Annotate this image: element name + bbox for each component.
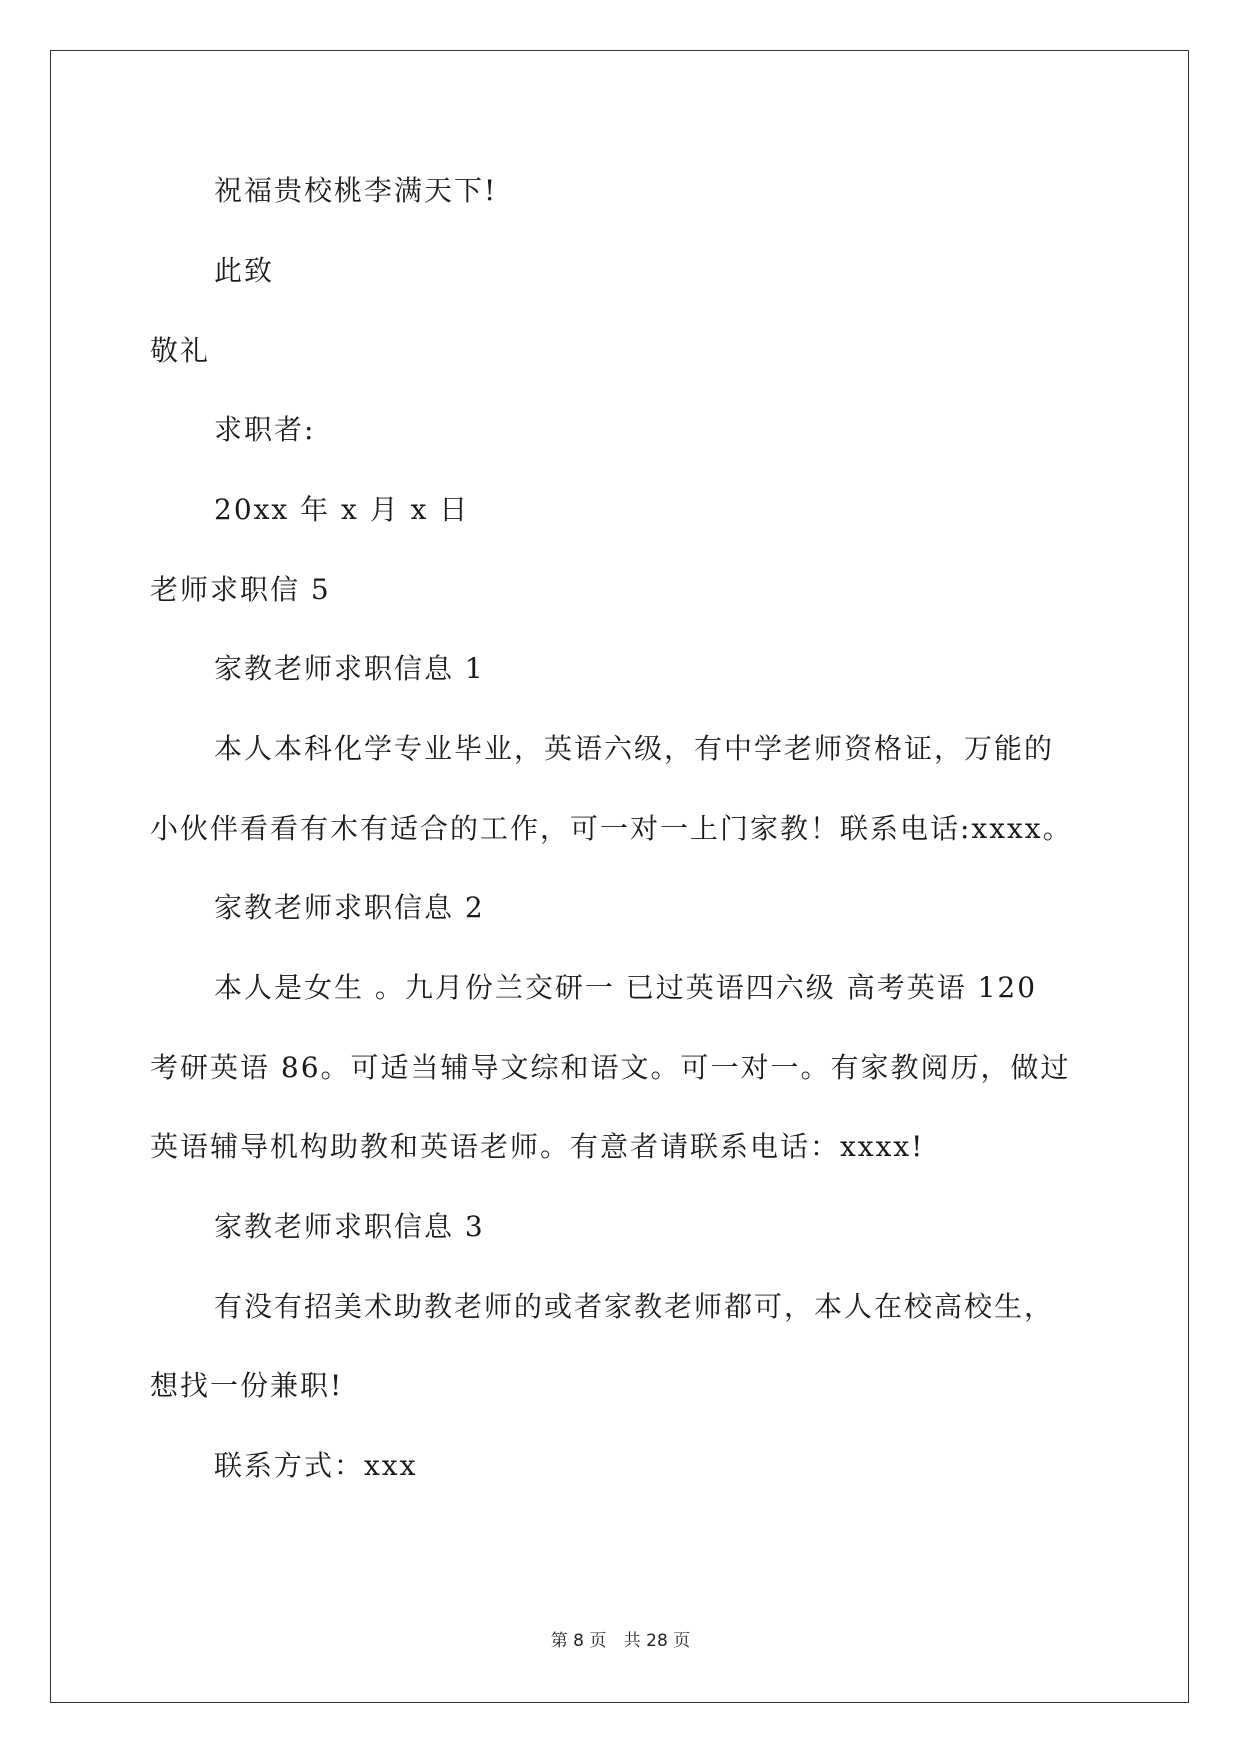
page-total: 共 28 页	[623, 1631, 691, 1651]
info-2-paragraph-line: 考研英语 86。可适当辅导文综和语文。可一对一。有家教阅历，做过	[150, 1051, 1071, 1084]
info-heading-2: 家教老师求职信息 2	[214, 891, 485, 924]
info-1-paragraph-line: 小伙伴看看有木有适合的工作，可一对一上门家教！联系电话:xxxx。	[150, 812, 1073, 845]
info-2-paragraph-line: 英语辅导机构助教和英语老师。有意者请联系电话：xxxx!	[150, 1130, 925, 1163]
salutation-jingli: 敬礼	[150, 334, 211, 367]
info-heading-3: 家教老师求职信息 3	[214, 1210, 485, 1243]
applicant-label: 求职者:	[214, 413, 316, 446]
info-3-paragraph-line: 想找一份兼职!	[150, 1369, 344, 1402]
info-heading-1: 家教老师求职信息 1	[214, 652, 485, 685]
info-3-paragraph-line: 有没有招美术助教老师的或者家教老师都可，本人在校高校生，	[214, 1290, 1055, 1323]
contact-line: 联系方式：xxx	[214, 1449, 418, 1482]
salutation-cizhi: 此致	[214, 254, 275, 287]
date-line: 20xx 年 x 月 x 日	[214, 493, 470, 526]
page-number: 第 8 页	[550, 1631, 607, 1651]
info-2-paragraph-line: 本人是女生 。九月份兰交研一 已过英语四六级 高考英语 120	[214, 971, 1038, 1004]
closing-wish: 祝福贵校桃李满天下!	[214, 174, 498, 207]
page-footer	[0, 1626, 1241, 1651]
info-1-paragraph-line: 本人本科化学专业毕业，英语六级，有中学老师资格证，万能的	[214, 732, 1055, 765]
section-heading: 老师求职信 5	[150, 573, 331, 606]
